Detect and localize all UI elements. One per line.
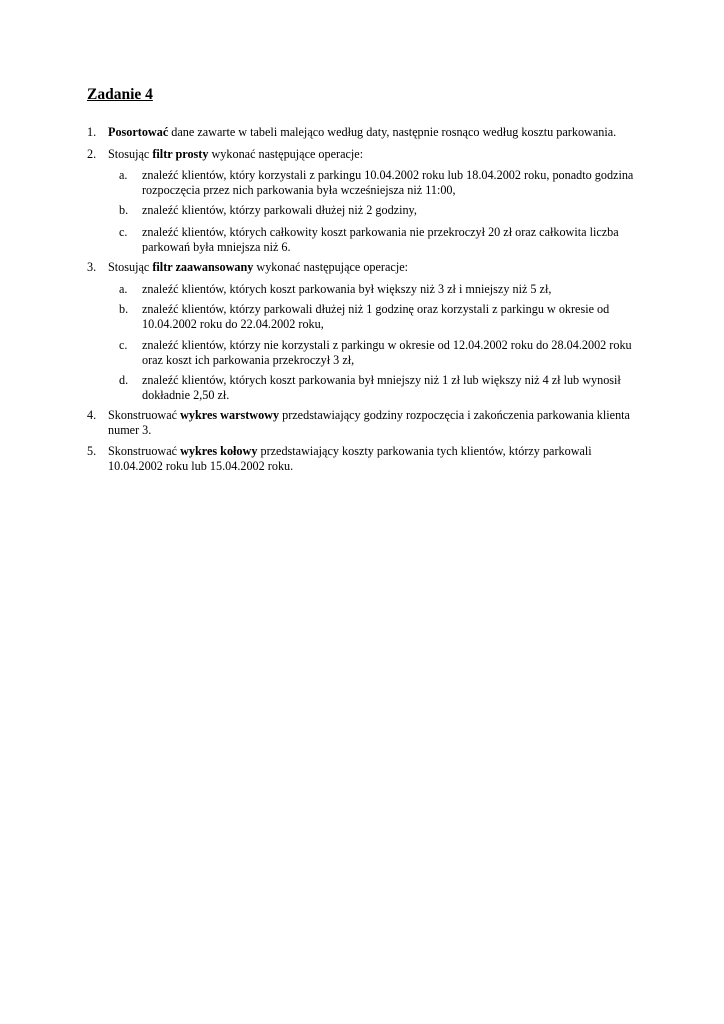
- sub-item-letter: c.: [119, 338, 128, 352]
- list-item-number: 1.: [87, 125, 97, 139]
- sub-item-text: znaleźć klientów, którzy nie korzystali z parkingu w okresie od 12.04.2002 roku do 28.04.2002 roku oraz koszt ich parkowania przekroczył 3 zł,: [142, 338, 632, 367]
- list-item-before: Skonstruować: [108, 444, 181, 458]
- list-item-after: przedstawiający godziny rozpoczęcia i zakończenia parkowania klienta numer 3.: [108, 408, 630, 437]
- list-item-bold: wykres kołowy: [180, 444, 258, 458]
- list-item-text: [108, 444, 648, 474]
- list-item-before: Skonstruować: [108, 408, 181, 422]
- sub-item-letter: a.: [119, 168, 128, 182]
- sub-item-letter: b.: [119, 203, 129, 217]
- list-item-bold: filtr zaawansowany: [152, 260, 254, 274]
- list-item-after: wykonać następujące operacje:: [208, 147, 364, 161]
- list-item-text: [108, 125, 648, 140]
- list-item-number: 4.: [87, 408, 97, 422]
- list-item-before: Stosując: [108, 260, 153, 274]
- sub-item-text: znaleźć klientów, który korzystali z parkingu 10.04.2002 roku lub 18.04.2002 roku, ponadto godzina rozpoczęcia przez nich parkowania była wcześniejsza niż 11:00,: [142, 168, 634, 197]
- list-item-number: 3.: [87, 260, 97, 274]
- list-item-number: 2.: [87, 147, 97, 161]
- sub-item-letter: d.: [119, 373, 129, 387]
- sub-item-letter: a.: [119, 282, 128, 296]
- list-item-after: dane zawarte w tabeli malejąco według daty, następnie rosnąco według kosztu parkowania.: [168, 125, 617, 139]
- list-item-text: [108, 260, 648, 275]
- list-item-before: Stosując: [108, 147, 153, 161]
- list-item-text: [108, 147, 648, 162]
- sub-item-letter: c.: [119, 225, 128, 239]
- list-item-number: 5.: [87, 444, 97, 458]
- page-title: Zadanie 4: [87, 86, 153, 103]
- sub-item-text: znaleźć klientów, których koszt parkowania był mniejszy niż 1 zł lub większy niż 4 zł lub wynosił dokładnie 2,50 zł.: [142, 373, 621, 402]
- sub-item-text: znaleźć klientów, którzy parkowali dłużej niż 2 godziny,: [142, 203, 417, 217]
- list-item-after: przedstawiający koszty parkowania tych klientów, którzy parkowali 10.04.2002 roku lub 15.04.2002 roku.: [108, 444, 592, 473]
- sub-item-letter: b.: [119, 302, 129, 316]
- list-item-after: wykonać następujące operacje:: [253, 260, 408, 274]
- list-item-text: [108, 408, 648, 438]
- list-item-bold: filtr prosty: [152, 147, 209, 161]
- sub-item-text: znaleźć klientów, których całkowity koszt parkowania nie przekroczył 20 zł oraz całkowita liczba parkowań była mniejsza niż 6.: [142, 225, 619, 254]
- sub-item-text: znaleźć klientów, którzy parkowali dłużej niż 1 godzinę oraz korzystali z parkingu w okresie od 10.04.2002 roku do 22.04.2002 roku,: [142, 302, 610, 331]
- list-item-bold: wykres warstwowy: [180, 408, 280, 422]
- sub-item-text: znaleźć klientów, których koszt parkowania był większy niż 3 zł i mniejszy niż 5 zł,: [142, 282, 552, 296]
- list-item-bold: Posortować: [108, 125, 169, 139]
